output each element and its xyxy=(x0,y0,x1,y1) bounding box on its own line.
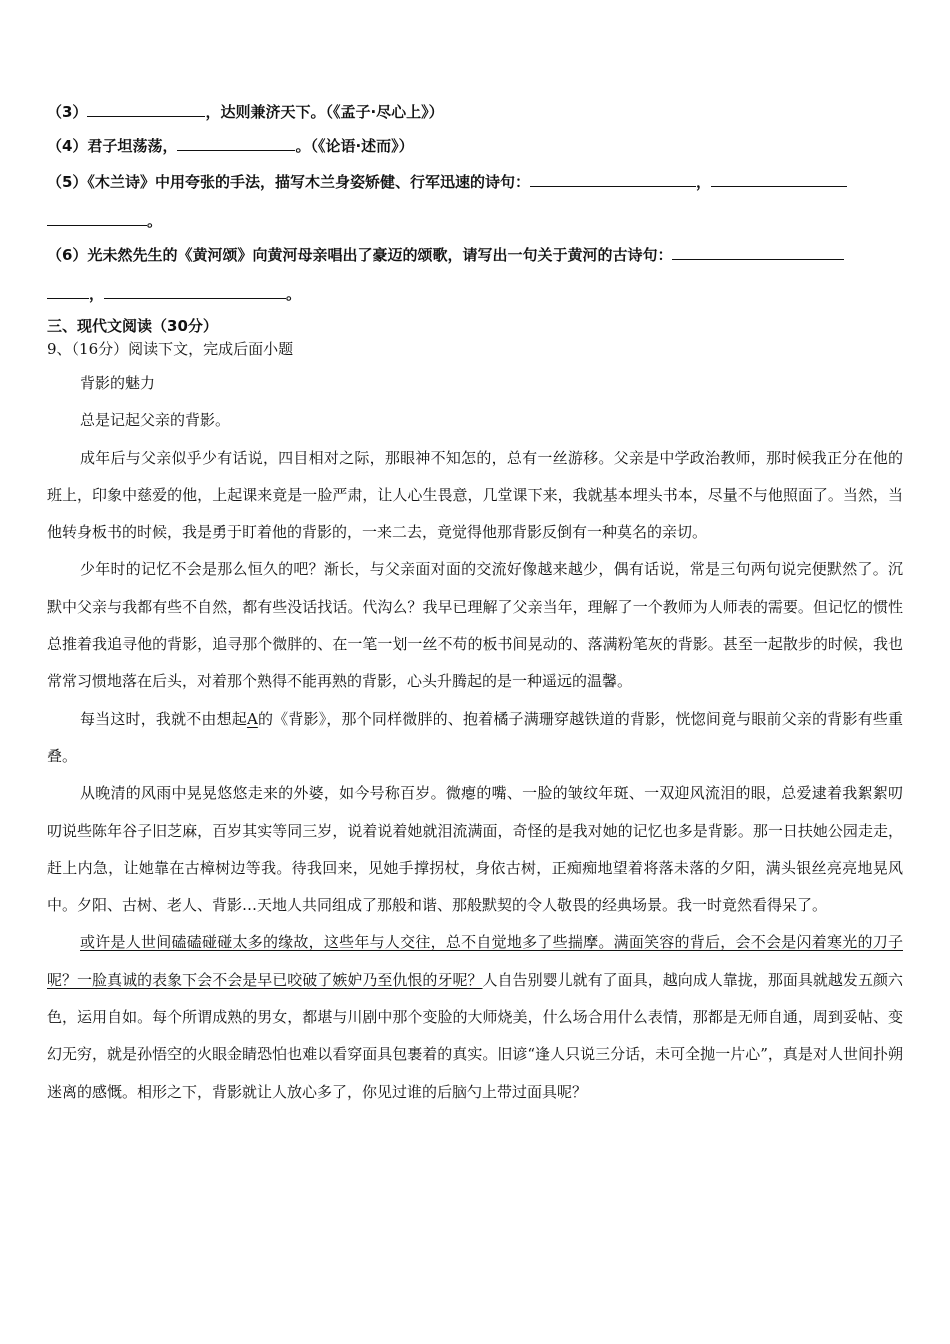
question-9-header: 9、（16分）阅读下文，完成后面小题 xyxy=(47,340,294,358)
fill-question-5 xyxy=(47,171,847,193)
article-paragraph-4 xyxy=(47,701,903,776)
answer-blank[interactable] xyxy=(47,210,147,226)
answer-blank[interactable] xyxy=(47,283,89,299)
paragraph-text: 每当这时，我就不由想起 xyxy=(80,709,247,728)
fill-question-5-cont xyxy=(47,210,162,232)
answer-blank[interactable] xyxy=(87,101,205,117)
answer-blank[interactable] xyxy=(711,171,847,187)
question-text: （6）光未然先生的《黄河颂》向黄河母亲唱出了豪迈的颂歌，请写出一句关于黄河的古诗句： xyxy=(47,246,673,264)
underlined-sentence: 或许是人世间磕磕碰碰太多的缘故，这些年与人交往，总不自觉地多了些揣摩。满面笑容的背后，会不会是闪着寒光的刀子呢？一脸真诚的表象下会不会是早已咬破了嫉妒乃至仇恨的牙呢？ xyxy=(47,933,903,989)
answer-blank[interactable] xyxy=(530,171,696,187)
comma: ， xyxy=(695,173,711,191)
article-paragraph-1: 总是记起父亲的背影。 xyxy=(80,411,231,430)
fill-question-3 xyxy=(47,101,444,123)
fill-question-4 xyxy=(47,135,414,157)
period: 。 xyxy=(147,212,163,230)
article-title: 背影的魅力 xyxy=(80,374,156,392)
answer-blank[interactable] xyxy=(104,283,286,299)
fill-question-6 xyxy=(47,244,844,266)
answer-blank[interactable] xyxy=(672,244,844,260)
article-paragraph-6 xyxy=(47,924,903,1110)
section-heading: 三、现代文阅读（30分） xyxy=(47,317,218,335)
fill-question-6-cont xyxy=(47,283,301,305)
question-text: （4）君子坦荡荡， xyxy=(47,137,178,155)
paragraph-text: 人自告别婴儿就有了面具，越向成人靠拢，那面具就越发五颜六色，运用自如。每个所谓成熟的男女，都堪与川剧中那个变脸的大师烧美，什么场合用什么表情，那都是无师自通，周到妥帖、变幻无穷，就是孙悟空的火眼金睛恐怕也难以看穿面具包裹着的真实。旧谚“逢人只说三分话，未可全抛一片心”，真是对人世间扑朔迷离的感慨。相形之下，背影就让人放心多了，你见过谁的后脑勺上带过面具呢？ xyxy=(47,970,903,1101)
article-paragraph-3: 少年时的记忆不会是那么恒久的吧？渐长，与父亲面对面的交流好像越来越少，偶有话说，常是三句两句说完便默然了。沉默中父亲与我都有些不自然，都有些没话找话。代沟么？我早已理解了父亲当年，理解了一个教师为人师表的需要。但记忆的惯性总推着我追寻他的背影，追寻那个微胖的、在一笔一划一丝不苟的板书间晃动的、落满粉笔灰的背影。甚至一起散步的时候，我也常常习惯地落在后头，对着那个熟得不能再熟的背影，心头升腾起的是一种遥远的温馨。 xyxy=(47,560,903,691)
question-text: 。（《论语·述而》） xyxy=(295,137,414,155)
blank-marker-a: A xyxy=(246,709,258,728)
comma: ， xyxy=(89,285,105,303)
question-text: ，达则兼济天下。（《孟子·尽心上》） xyxy=(205,103,444,121)
paragraph-text: 的《背影》，那个同样微胖的、抱着橘子满珊穿越铁道的背影，恍惚间竟与眼前父亲的背影有些重叠。 xyxy=(47,709,903,765)
article-paragraph-5: 从晚清的风雨中晃晃悠悠走来的外婆，如今号称百岁。微瘪的嘴、一脸的皱纹年斑、一双迎风流泪的眼，总爱逮着我絮絮叨叨说些陈年谷子旧芝麻，百岁其实等同三岁，说着说着她就泪流满面，奇怪的是我对她的记忆也多是背影。那一日扶她公园走走，赶上内急，让她靠在古樟树边等我。待我回来，见她手撑拐杖，身依古树，正痴痴地望着将落未落的夕阳，满头银丝亮亮地晃风中。夕阳、古树、老人、背影…天地人共同组成了那般和谐、那般默契的令人敬畏的经典场景。我一时竟然看得呆了。 xyxy=(47,784,903,915)
article xyxy=(47,365,903,1111)
question-number: （3） xyxy=(47,103,88,121)
period: 。 xyxy=(286,285,302,303)
answer-blank[interactable] xyxy=(177,135,295,151)
article-paragraph-2: 成年后与父亲似乎少有话说，四目相对之际，那眼神不知怎的，总有一丝游移。父亲是中学政治教师，那时候我正分在他的班上，印象中慈爱的他，上起课来竟是一脸严肃，让人心生畏意，几堂课下来，我就基本埋头书本，尽量不与他照面了。当然，当他转身板书的时候，我是勇于盯着他的背影的，一来二去，竟觉得他那背影反倒有一种莫名的亲切。 xyxy=(47,448,903,542)
question-text: （5）《木兰诗》中用夸张的手法，描写木兰身姿矫健、行军迅速的诗句： xyxy=(47,173,530,191)
